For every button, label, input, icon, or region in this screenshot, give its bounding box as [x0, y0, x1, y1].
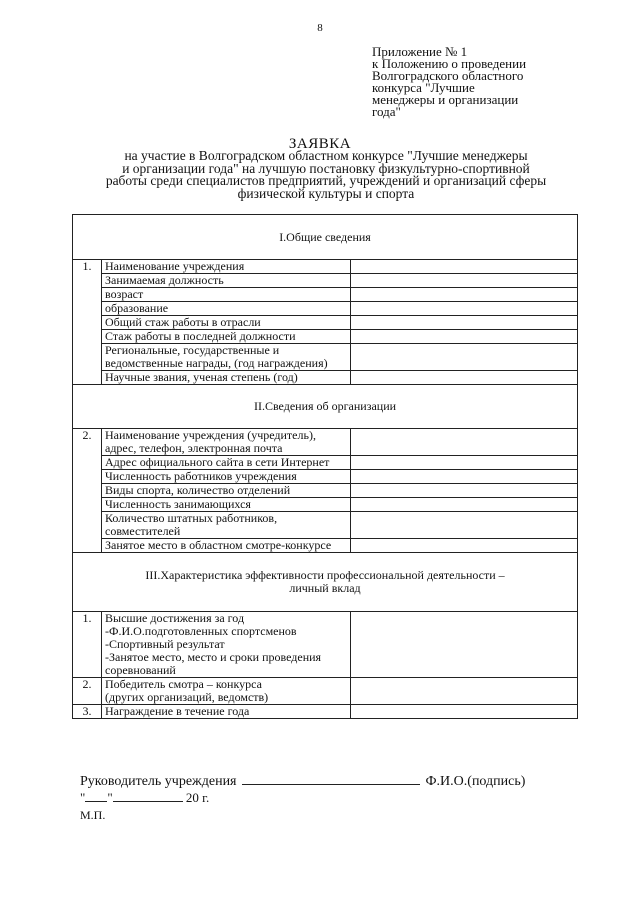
- table-row: [73, 302, 578, 316]
- section-1-header: [73, 215, 578, 260]
- row-label: образование: [102, 302, 351, 316]
- year-text: 20 г.: [185, 790, 210, 805]
- row-label-line: совместителей: [105, 524, 181, 538]
- row-label-line: ведомственные награды, (год награждения): [105, 356, 328, 370]
- value-cell[interactable]: [351, 260, 578, 274]
- table-row: [73, 429, 578, 456]
- subtitle-line: физической культуры и спорта: [237, 185, 415, 201]
- row-label: Научные звания, ученая степень (год): [102, 371, 351, 385]
- page-number: 8: [317, 22, 323, 34]
- day-blank[interactable]: [85, 791, 107, 802]
- table-row: [73, 470, 578, 484]
- row-label: [102, 512, 351, 539]
- value-cell[interactable]: [351, 484, 578, 498]
- table-row: [73, 512, 578, 539]
- table-row: [73, 498, 578, 512]
- document-subtitle: [70, 150, 582, 200]
- section-3-title: [73, 553, 578, 612]
- appendix-line: конкурса "Лучшие: [372, 80, 475, 95]
- signature-line: [80, 772, 525, 790]
- row-label: [102, 429, 351, 456]
- value-cell[interactable]: [351, 316, 578, 330]
- appendix-line: менеджеры и организации: [372, 92, 519, 107]
- section-2-header: [73, 385, 578, 429]
- application-form-table: [72, 214, 578, 719]
- stamp-label: М.П.: [80, 808, 106, 822]
- row-label-line: -Спортивный результат: [105, 637, 225, 651]
- row-label: возраст: [102, 288, 351, 302]
- table-row: [73, 371, 578, 385]
- section-3-title-line: III.Характеристика эффективности профессиональной деятельности –: [145, 568, 505, 582]
- row-label: Награждение в течение года: [102, 705, 351, 719]
- row-number: 2.: [73, 678, 102, 705]
- row-label: Стаж работы в последней должности: [102, 330, 351, 344]
- row-label: Общий стаж работы в отрасли: [102, 316, 351, 330]
- value-cell[interactable]: [351, 456, 578, 470]
- date-open-quote: ": [80, 790, 86, 805]
- row-label-line: соревнований: [105, 663, 176, 677]
- appendix-line: Приложение № 1: [372, 44, 468, 59]
- value-cell[interactable]: [351, 302, 578, 316]
- row-label: Наименование учреждения: [102, 260, 351, 274]
- fio-label: Ф.И.О.(подпись): [425, 774, 526, 789]
- value-cell[interactable]: [351, 274, 578, 288]
- row-label-line: Наименование учреждения (учредитель),: [105, 428, 316, 442]
- value-cell[interactable]: [351, 612, 578, 678]
- appendix-line: к Положению о проведении: [372, 56, 527, 71]
- row-number: 3.: [73, 705, 102, 719]
- value-cell[interactable]: [351, 470, 578, 484]
- table-row: [73, 288, 578, 302]
- row-label: Виды спорта, количество отделений: [102, 484, 351, 498]
- row-label: Численность работников учреждения: [102, 470, 351, 484]
- row-label: Занятое место в областном смотре-конкурсе: [102, 539, 351, 553]
- row-label-line: Высшие достижения за год: [105, 611, 245, 625]
- value-cell[interactable]: [351, 705, 578, 719]
- table-row: [73, 539, 578, 553]
- table-row: [73, 456, 578, 470]
- value-cell[interactable]: [351, 429, 578, 456]
- signature-blank[interactable]: [242, 772, 420, 785]
- section-3-header: [73, 553, 578, 612]
- table-row: [73, 316, 578, 330]
- appendix-line: Волгоградского областного: [372, 68, 524, 83]
- value-cell[interactable]: [351, 288, 578, 302]
- section-3-title-line: личный вклад: [289, 581, 361, 595]
- month-blank[interactable]: [113, 791, 183, 802]
- row-label: Занимаемая должность: [102, 274, 351, 288]
- table-row: [73, 344, 578, 371]
- section-1-number: 1.: [73, 260, 102, 385]
- subtitle-line: и организации года" на лучшую постановку физкультурно-спортивной: [122, 160, 530, 176]
- subtitle-line: на участие в Волгоградском областном конкурсе "Лучшие менеджеры: [124, 148, 528, 163]
- value-cell[interactable]: [351, 512, 578, 539]
- value-cell[interactable]: [351, 371, 578, 385]
- row-label-line: -Занятое место, место и сроки проведения: [105, 650, 322, 664]
- section-2-title: II.Сведения об организации: [73, 385, 578, 429]
- row-label-line: адрес, телефон, электронная почта: [105, 441, 283, 455]
- row-number: 1.: [73, 612, 102, 678]
- value-cell[interactable]: [351, 344, 578, 371]
- date-close-quote: ": [107, 790, 113, 805]
- appendix-line: года": [372, 104, 401, 119]
- value-cell[interactable]: [351, 498, 578, 512]
- head-label: Руководитель учреждения: [80, 774, 237, 789]
- appendix-note: [372, 46, 592, 118]
- value-cell[interactable]: [351, 678, 578, 705]
- row-label-line: -Ф.И.О.подготовленных спортсменов: [105, 624, 297, 638]
- row-label-line: Победитель смотра – конкурса: [105, 677, 262, 691]
- table-row: [73, 330, 578, 344]
- row-label: [102, 612, 351, 678]
- table-row: [73, 484, 578, 498]
- table-row: [73, 274, 578, 288]
- section-2-number: 2.: [73, 429, 102, 553]
- row-label: Численность занимающихся: [102, 498, 351, 512]
- row-label-line: Количество штатных работников,: [105, 511, 278, 525]
- subtitle-line: работы среди специалистов предприятий, учреждений и организаций сферы: [105, 173, 547, 188]
- table-row: [73, 705, 578, 719]
- document-title: ЗАЯВКА: [288, 136, 352, 152]
- row-label: [102, 344, 351, 371]
- table-row: [73, 678, 578, 705]
- value-cell[interactable]: [351, 539, 578, 553]
- row-label: Адрес официального сайта в сети Интернет: [102, 456, 351, 470]
- date-line: [80, 790, 209, 806]
- row-label-line: Региональные, государственные и: [105, 343, 280, 357]
- table-row: [73, 260, 578, 274]
- section-1-title: I.Общие сведения: [73, 215, 578, 260]
- table-row: [73, 612, 578, 678]
- row-label-line: (других организаций, ведомств): [105, 690, 269, 704]
- row-label: [102, 678, 351, 705]
- value-cell[interactable]: [351, 330, 578, 344]
